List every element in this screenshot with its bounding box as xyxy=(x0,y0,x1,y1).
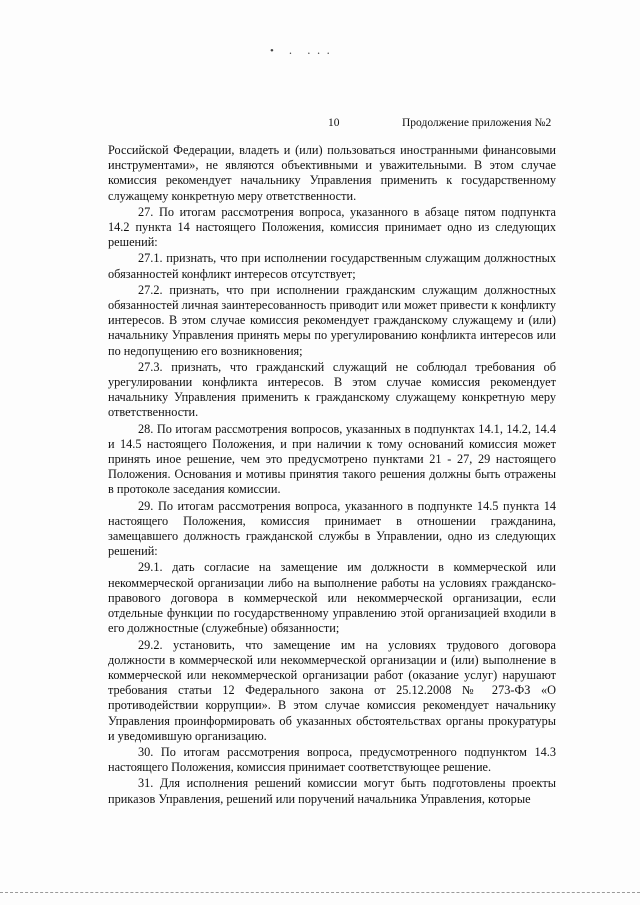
paragraph-27-3: 27.3. признать, что гражданский служащий не соблюдал требования об урегулировании конфликта интересов. В этом случае комиссия рекомендует начальнику Управления применить к гражданскому служащему конкретную меру ответственности. xyxy=(108,359,556,420)
paragraph-29-1: 29.1. дать согласие на замещение им должности в коммерческой или некоммерческой организации либо на выполнение работы на условиях гражданско-правового договора в коммерческой или некоммерческой организации, если отдельные функции по государственному управлению этой организацией входили в его должностные (служебные) обязанности; xyxy=(108,560,556,636)
scan-artifact: • ․ ․․․ xyxy=(270,45,337,57)
paragraph-27-2: 27.2. признать, что при исполнении гражданским служащим должностных обязанностей личная заинтересованность приводит или может привести к конфликту интересов. В этом случае комиссия рекомендует гражданскому служащему и (или) начальнику Управления принять меры по урегулированию конфликта интересов или по недопущению его возникновения; xyxy=(108,282,556,358)
page-header xyxy=(0,117,640,131)
paragraph-27: 27. По итогам рассмотрения вопроса, указанного в абзаце пятом подпункта 14.2 пункта 14 настоящего Положения, комиссия принимает одно из следующих решений: xyxy=(108,204,556,250)
paragraph-27-1: 27.1. признать, что при исполнении государственным служащим должностных обязанностей конфликт интересов отсутствует; xyxy=(108,251,556,281)
document-body xyxy=(108,143,556,807)
page-number: 10 xyxy=(328,117,340,129)
paragraph-29-2: 29.2. установить, что замещение им на условиях трудового договора должности в коммерческой или некоммерческой организации и (или) выполнение в коммерческой или некоммерческой организации работ (оказание услуг) нарушают требования статьи 12 Федерального закона от 25.12.2008 № 273-ФЗ «О противодействии коррупции». В этом случае комиссия рекомендует начальнику Управления проинформировать об указанных обстоятельствах органы прокуратуры и уведомившую организацию. xyxy=(108,637,556,743)
paragraph-29: 29. По итогам рассмотрения вопроса, указанного в подпункте 14.5 пункта 14 настоящего Положения, комиссия принимает в отношении гражданина, замещавшего должность гражданской службы в Управлении, одно из следующих решений: xyxy=(108,498,556,559)
paragraph-26-end: Российской Федерации, владеть и (или) пользоваться иностранными финансовыми инструментами», не являются объективными и уважительными. В этом случае комиссия рекомендует начальнику Управления применить к государственному служащему конкретную меру ответственности. xyxy=(108,143,556,203)
annex-label: Продолжение приложения №2 xyxy=(402,117,552,129)
scan-edge-line xyxy=(0,892,640,893)
paragraph-31: 31. Для исполнения решений комиссии могут быть подготовлены проекты приказов Управления, решений или поручений начальника Управления, которые xyxy=(108,776,556,806)
paragraph-28: 28. По итогам рассмотрения вопросов, указанных в подпунктах 14.1, 14.2, 14.4 и 14.5 настоящего Положения, и при наличии к тому оснований комиссия может принять иное решение, чем это предусмотрено пунктами 21 - 27, 29 настоящего Положения. Основания и мотивы принятия такого решения должны быть отражены в протоколе заседания комиссии. xyxy=(108,421,556,497)
paragraph-30: 30. По итогам рассмотрения вопроса, предусмотренного подпунктом 14.3 настоящего Положения, комиссия принимает соответствующее решение. xyxy=(108,744,556,775)
